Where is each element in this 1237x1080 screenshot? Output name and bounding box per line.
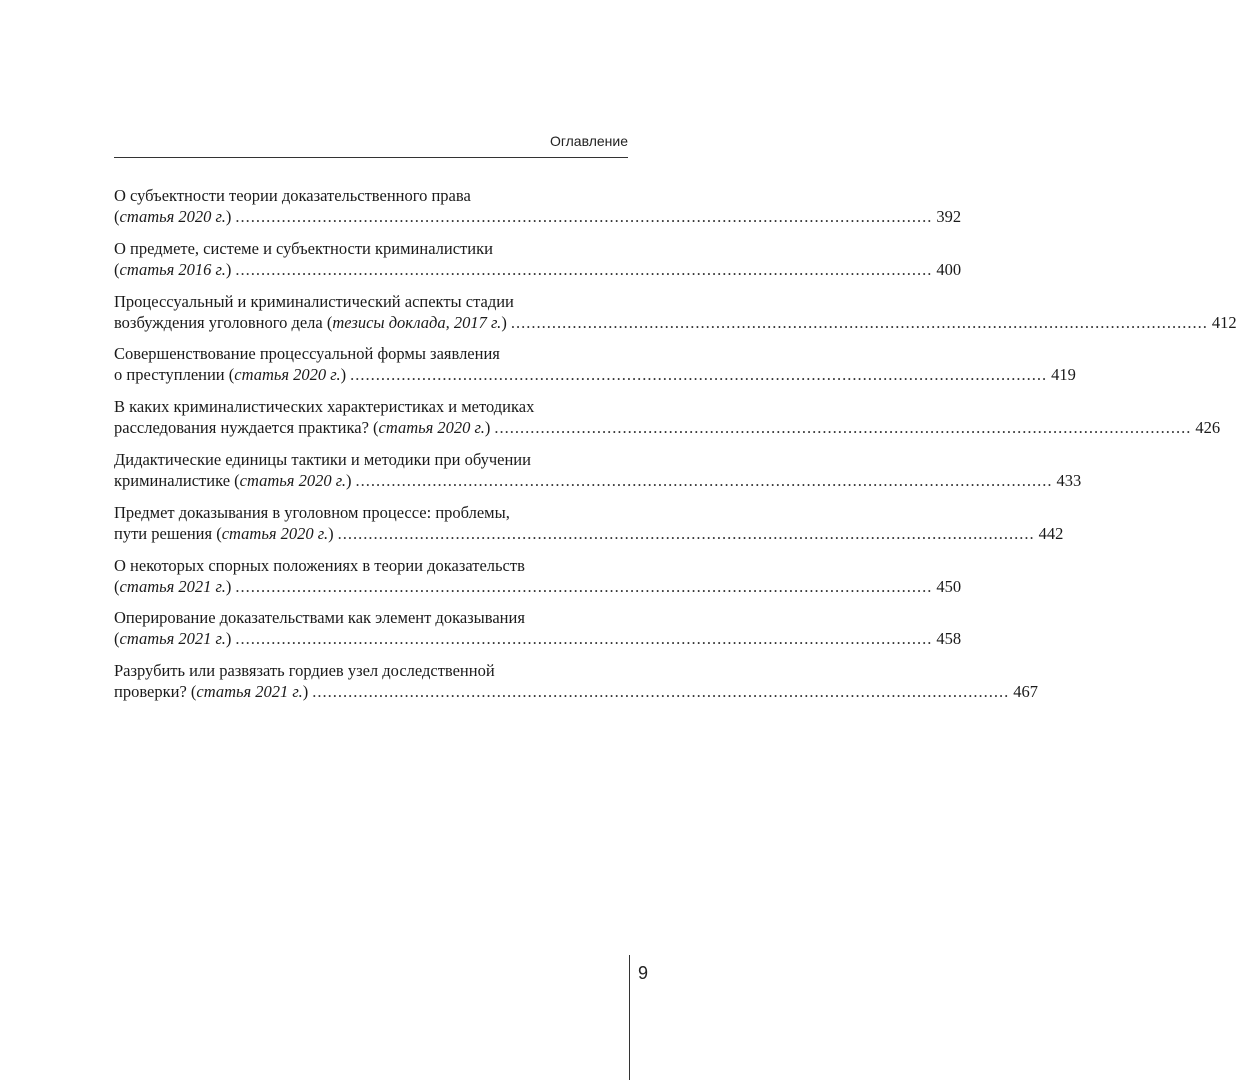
toc-entry-title: Оперирование доказательствами как элемент доказывания (114, 608, 525, 628)
toc-page-number: 426 (1195, 418, 1221, 438)
toc-entry-title: Предмет доказывания в уголовном процессе: проблемы, (114, 502, 510, 522)
toc-entry-note: тезисы доклада, 2017 г. (332, 312, 502, 332)
toc-entry-title: О некоторых спорных положениях в теории доказательств (114, 555, 525, 575)
dot-leader: ........................................................................................................................................ (235, 629, 933, 649)
toc-entry-note: статья 2020 г. (378, 418, 485, 438)
toc-entry[interactable]: Совершенствование процессуальной формы заявления о преступлении (статья 2020 г.) ........................................................................................................................................ 419 (114, 344, 1076, 385)
page-number: 9 (638, 963, 649, 983)
running-header (114, 133, 628, 158)
toc-entry-note: статья 2020 г. (119, 207, 226, 226)
dot-leader: ........................................................................................................................................ (355, 470, 1053, 490)
table-of-contents (114, 185, 1237, 713)
toc-entry-title: Дидактические единицы тактики и методики при обучении (114, 449, 531, 469)
dot-leader: ........................................................................................................................................ (312, 682, 1010, 702)
dot-leader: ........................................................................................................................................ (337, 523, 1035, 543)
running-header-title: Оглавление (549, 133, 628, 149)
dot-leader: ........................................................................................................................................ (494, 418, 1192, 438)
toc-entry-note: статья 2021 г. (119, 576, 226, 596)
dot-leader: ........................................................................................................................................ (235, 207, 933, 226)
toc-entry-note: статья 2021 г. (196, 682, 303, 702)
toc-entry-note: статья 2021 г. (119, 629, 226, 649)
dot-leader: ........................................................................................................................................ (235, 259, 933, 279)
toc-page-number: 412 (1211, 312, 1237, 332)
toc-entry[interactable]: Оперирование доказательствами как элемент доказывания (статья 2021 г.) ........................................................................................................................................ 458 (114, 608, 962, 649)
toc-entry[interactable]: О субъектности теории доказательственного права (статья 2020 г.) ........................................................................................................................................ 392 (114, 186, 962, 226)
toc-entry-title: О предмете, системе и субъектности криминалистики (114, 238, 493, 258)
toc-page-number: 450 (936, 576, 962, 596)
toc-page-number: 467 (1013, 682, 1039, 702)
toc-entry[interactable]: В каких криминалистических характеристиках и методиках расследования нуждается практика? (статья 2020 г.) ........................................................................................................................................ 426 (114, 397, 1221, 438)
toc-entry-note: статья 2020 г. (221, 523, 329, 543)
toc-page-number: 400 (936, 259, 962, 279)
toc-page-number: 433 (1056, 470, 1082, 490)
toc-entry[interactable]: Предмет доказывания в уголовном процессе: проблемы, пути решения (статья 2020 г.) ........................................................................................................................................ 442 (114, 502, 1064, 543)
toc-page-number: 442 (1038, 523, 1064, 543)
toc-page-number: 419 (1051, 365, 1076, 385)
toc-entry[interactable]: О предмете, системе и субъектности криминалистики (статья 2016 г.) ........................................................................................................................................ 400 (114, 238, 962, 279)
toc-entry[interactable]: Дидактические единицы тактики и методики при обучении криминалистике (статья 2020 г.) ........................................................................................................................................ 433 (114, 449, 1082, 490)
toc-entry-note: статья 2016 г. (119, 259, 226, 279)
toc-entry[interactable]: Разрубить или развязать гордиев узел доследственной проверки? (статья 2021 г.) ........................................................................................................................................ 467 (114, 661, 1039, 702)
dot-leader: ........................................................................................................................................ (235, 576, 933, 596)
toc-entry[interactable]: О некоторых спорных положениях в теории доказательств (статья 2021 г.) ........................................................................................................................................ 450 (114, 555, 962, 596)
dot-leader: ........................................................................................................................................ (350, 365, 1048, 385)
toc-entry-title: Процессуальный и криминалистический аспекты стадии (114, 291, 514, 311)
toc-entry-title: В каких криминалистических характеристиках и методиках (114, 397, 535, 417)
toc-page-number: 392 (936, 207, 962, 226)
toc-entry-note: статья 2020 г. (234, 365, 341, 385)
toc-page-number: 458 (936, 629, 962, 649)
toc-entry-title: Разрубить или развязать гордиев узел доследственной (114, 661, 495, 681)
toc-entry[interactable]: Процессуальный и криминалистический аспекты стадии возбуждения уголовного дела (тезисы доклада, 2017 г.) ........................................................................................................................................ 412 (114, 291, 1237, 332)
dot-leader: ........................................................................................................................................ (510, 312, 1208, 332)
page-number-rule (629, 955, 630, 1080)
toc-entry-title: Совершенствование процессуальной формы заявления (114, 344, 500, 364)
toc-entry-title: О субъектности теории доказательственного права (114, 186, 471, 205)
toc-entry-note: статья 2020 г. (239, 470, 347, 490)
